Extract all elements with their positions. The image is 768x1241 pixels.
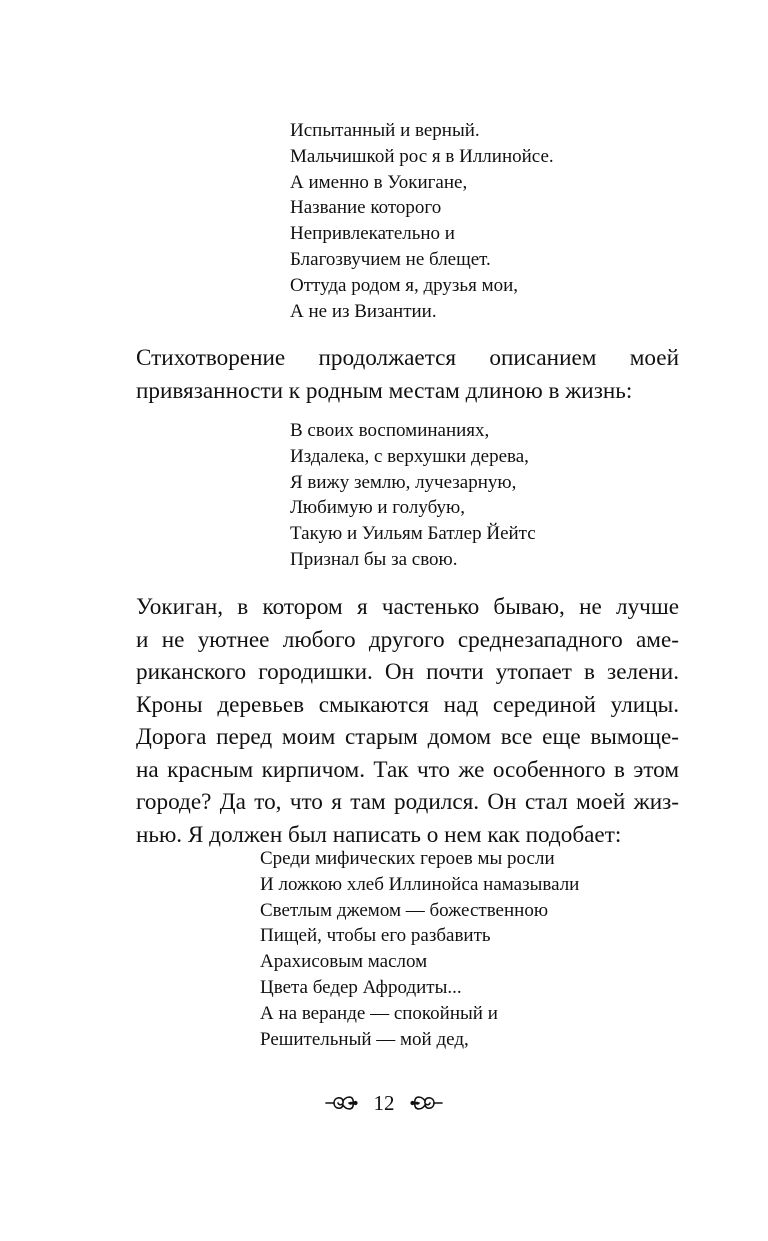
verse-line: И ложкою хлеб Иллинойса намазывали (260, 873, 580, 895)
verse-line: Пищей, чтобы его разбавить (260, 925, 491, 947)
prose-line: на красным кирпичом. Так что же особенного в этом (136, 756, 679, 783)
verse-line: Светлым джемом — божественною (260, 899, 549, 921)
verse-line: Оттуда родом я, друзья мои, (290, 274, 519, 296)
prose-line: Стихотворение продолжается описанием моей (136, 345, 679, 371)
verse-line: Мальчишкой рос я в Иллинойсе. (290, 145, 554, 167)
prose-line: нью. Я должен был написать о нем как подобает: (136, 821, 622, 848)
verse-line: Испытанный и верный. (290, 120, 480, 141)
verse-line: Арахисовым маслом (260, 951, 428, 973)
prose-line: городе? Да то, что я там родился. Он стал моей жиз- (136, 789, 679, 815)
verse-line: Издалека, с верхушки дерева, (290, 445, 529, 467)
verse-line: Такую и Уильям Батлер Йейтс (290, 523, 536, 545)
page-footer (0, 1086, 768, 1118)
prose-paragraph-2 (136, 591, 679, 851)
prose-line: Дорога перед моим старым домом все еще вымоще- (136, 724, 679, 750)
poem-excerpt-3 (260, 846, 579, 1052)
prose-paragraph-1 (136, 342, 679, 407)
poem-excerpt-1 (290, 118, 554, 324)
verse-line: Признал бы за свою. (290, 548, 458, 570)
verse-line: Решительный — мой дед, (260, 1028, 469, 1050)
fleuron-right-icon (410, 1093, 444, 1113)
poem-excerpt-2 (290, 418, 536, 573)
verse-line: Любимую и голубую, (290, 497, 465, 519)
verse-line: Название которого (290, 197, 442, 219)
prose-line: и не уютнее любого другого среднезападного аме- (136, 626, 679, 653)
verse-line: А не из Византии. (290, 300, 437, 322)
prose-line: Кроны деревьев смыкаются над серединой улицы. (136, 691, 679, 718)
prose-line: Уокиган, в котором я частенько бываю, не лучше (136, 594, 679, 620)
verse-line: Непривлекательно и (290, 223, 455, 245)
verse-line: Благозвучием не блещет. (290, 248, 491, 270)
prose-line: риканского городишки. Он почти утопает в зелени. (136, 659, 679, 685)
page-number: 12 (373, 1091, 395, 1116)
verse-line: А именно в Уокигане, (290, 171, 468, 193)
fleuron-left-icon (324, 1093, 358, 1113)
verse-line: Я вижу землю, лучезарную, (290, 471, 517, 493)
verse-line: Среди мифических героев мы росли (260, 848, 555, 869)
verse-line: В своих воспоминаниях, (290, 420, 490, 441)
verse-line: А на веранде — спокойный и (260, 1002, 498, 1024)
verse-line: Цвета бедер Афродиты... (260, 976, 462, 998)
prose-line: привязанности к родным местам длиною в жизнь: (136, 377, 633, 404)
